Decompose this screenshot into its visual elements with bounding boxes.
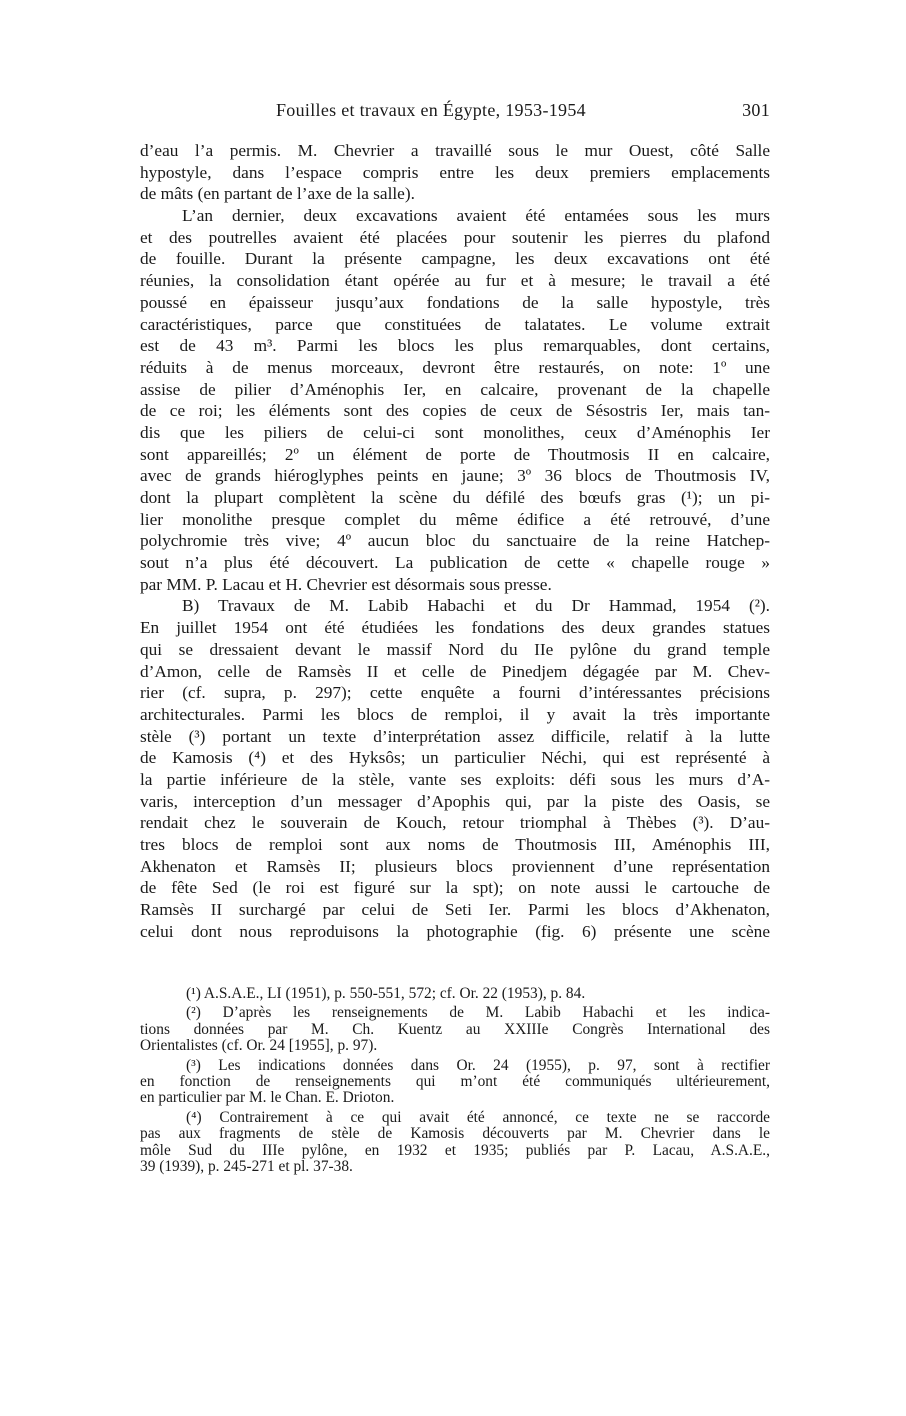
footnote-line: (¹) A.S.A.E., LI (1951), p. 550-551, 572; cf. Or. 22 (1953), p. 84. xyxy=(186,986,586,1002)
footnote-3 xyxy=(140,1058,770,1107)
text-line: d’Amon, celle de Ramsès II et celle de Pinedjem dégagée par M. Chev- xyxy=(140,661,770,681)
running-head xyxy=(140,100,776,124)
text-line: de fête Sed (le roi est figuré sur la spt); on note aussi le cartouche de xyxy=(140,878,770,898)
footnote-line: en fonction de renseignements qui m’ont été communiqués ultérieurement, xyxy=(140,1073,770,1090)
text-line: tres blocs de remploi sont aux noms de Thoutmosis III, Aménophis III, xyxy=(140,835,770,854)
paragraph xyxy=(140,595,770,942)
text-line: assise de pilier d’Aménophis Ier, en calcaire, provenant de la chapelle xyxy=(140,379,770,399)
text-line: et des poutrelles avaient été placées pour soutenir les pierres du plafond xyxy=(140,227,770,247)
text-line: B) Travaux de M. Labib Habachi et du Dr Hammad, 1954 (²). xyxy=(182,596,770,616)
text-line: rier (cf. supra, p. 297); cette enquête a fourni d’intéressantes précisions xyxy=(140,683,770,703)
text-line: de mâts (en partant de l’axe de la salle). xyxy=(140,184,415,204)
footnote-line: pas aux fragments de stèle de Kamosis découverts par M. Chevrier dans le xyxy=(140,1126,770,1143)
text-line: réduits à de menus morceaux, devront être restaurés, on note: 1º une xyxy=(140,357,770,377)
paragraph xyxy=(140,205,770,595)
text-line: dont la plupart complètent la scène du défilé des bœufs gras (¹); un pi- xyxy=(140,488,770,507)
footnote-line: (⁴) Contrairement à ce qui avait été annoncé, ce texte ne se raccorde xyxy=(186,1109,770,1126)
footnote-line: 39 (1939), p. 245-271 et pl. 37-38. xyxy=(140,1158,353,1175)
footnote-line: Orientalistes (cf. Or. 24 [1955], p. 97). xyxy=(140,1038,378,1055)
text-line: rendait chez le souverain de Kouch, retour triomphal à Thèbes (³). D’au- xyxy=(140,813,770,833)
text-line: stèle (³) portant un texte d’interprétation assez difficile, relatif à la lutte xyxy=(140,726,770,746)
text-line: qui se dressaient devant le massif Nord du IIe pylône du grand temple xyxy=(140,639,770,659)
text-line: de ce roi; les éléments sont des copies de ceux de Sésostris Ier, mais tan- xyxy=(140,401,770,421)
text-line: sont appareillés; 2º un élément de porte de Thoutmosis II en calcaire, xyxy=(140,444,770,464)
text-line: polychromie très vive; 4º aucun bloc du sanctuaire de la reine Hatchep- xyxy=(140,531,770,551)
text-line: par MM. P. Lacau et H. Chevrier est désormais sous presse. xyxy=(140,574,552,594)
text-line: sout n’a plus été découvert. La publication de cette « chapelle rouge » xyxy=(140,553,770,573)
footnote-line: môle Sud du IIIe pylône, en 1932 et 1935; publiés par P. Lacau, A.S.A.E., xyxy=(140,1142,770,1159)
footnote-line: en particulier par M. le Chan. E. Drioton. xyxy=(140,1090,395,1107)
text-line: Akhenaton et Ramsès II; plusieurs blocs proviennent d’une représentation xyxy=(140,856,770,876)
running-title: Fouilles et travaux en Égypte, 1953-1954 xyxy=(276,100,586,120)
text-line: dis que les piliers de celui-ci sont monolithes, ceux d’Aménophis Ier xyxy=(140,422,770,442)
footnote-line: tions données par M. Ch. Kuentz au XXIIIe Congrès International des xyxy=(140,1021,770,1038)
footnote-2 xyxy=(140,1005,770,1054)
paragraph xyxy=(140,140,770,205)
text-line: En juillet 1954 ont été étudiées les fondations des deux grandes statues xyxy=(140,618,770,638)
text-line: avec de grands hiéroglyphes peints en jaune; 3º 36 blocs de Thoutmosis IV, xyxy=(140,466,770,486)
text-line: d’eau l’a permis. M. Chevrier a travaillé sous le mur Ouest, côté Salle xyxy=(140,141,770,160)
text-line: réunies, la consolidation étant opérée au fur et à mesure; le travail a été xyxy=(140,271,770,291)
text-line: de Kamosis (⁴) et des Hyksôs; un particulier Néchi, qui est représenté à xyxy=(140,748,770,768)
text-line: est de 43 m³. Parmi les blocs les plus remarquables, dont certains, xyxy=(140,336,770,356)
footnote-1 xyxy=(140,986,770,1002)
text-line: varis, interception d’un messager d’Apophis qui, par la piste des Oasis, se xyxy=(140,791,770,811)
footnote-line: (³) Les indications données dans Or. 24 (1955), p. 97, sont à rectifier xyxy=(186,1057,770,1074)
text-line: de fouille. Durant la présente campagne, les deux excavations ont été xyxy=(140,249,770,269)
text-line: la partie inférieure de la stèle, vante ses exploits: défi sous les murs d’A- xyxy=(140,769,770,789)
text-line: lier monolithe presque complet du même édifice a été retrouvé, d’une xyxy=(140,509,770,529)
text-line: Ramsès II surchargé par celui de Seti Ier. Parmi les blocs d’Akhenaton, xyxy=(140,900,770,920)
text-line: architecturales. Parmi les blocs de remploi, il y avait la très importante xyxy=(140,704,770,724)
footnote-line: (²) D’après les renseignements de M. Labib Habachi et les indica- xyxy=(186,1005,770,1022)
text-line: caractéristiques, parce que constituées de talatates. Le volume extrait xyxy=(140,314,770,334)
text-line: poussé en épaisseur jusqu’aux fondations de la salle hypostyle, très xyxy=(140,292,770,312)
page-number: 301 xyxy=(742,100,770,120)
footnote-4 xyxy=(140,1110,770,1176)
text-line: celui dont nous reproduisons la photographie (fig. 6) présente une scène xyxy=(140,921,770,941)
footnotes xyxy=(140,986,770,1178)
text-line: hypostyle, dans l’espace compris entre les deux premiers emplacements xyxy=(140,162,770,182)
body-text xyxy=(140,140,770,942)
text-line: L’an dernier, deux excavations avaient été entamées sous les murs xyxy=(182,206,770,226)
